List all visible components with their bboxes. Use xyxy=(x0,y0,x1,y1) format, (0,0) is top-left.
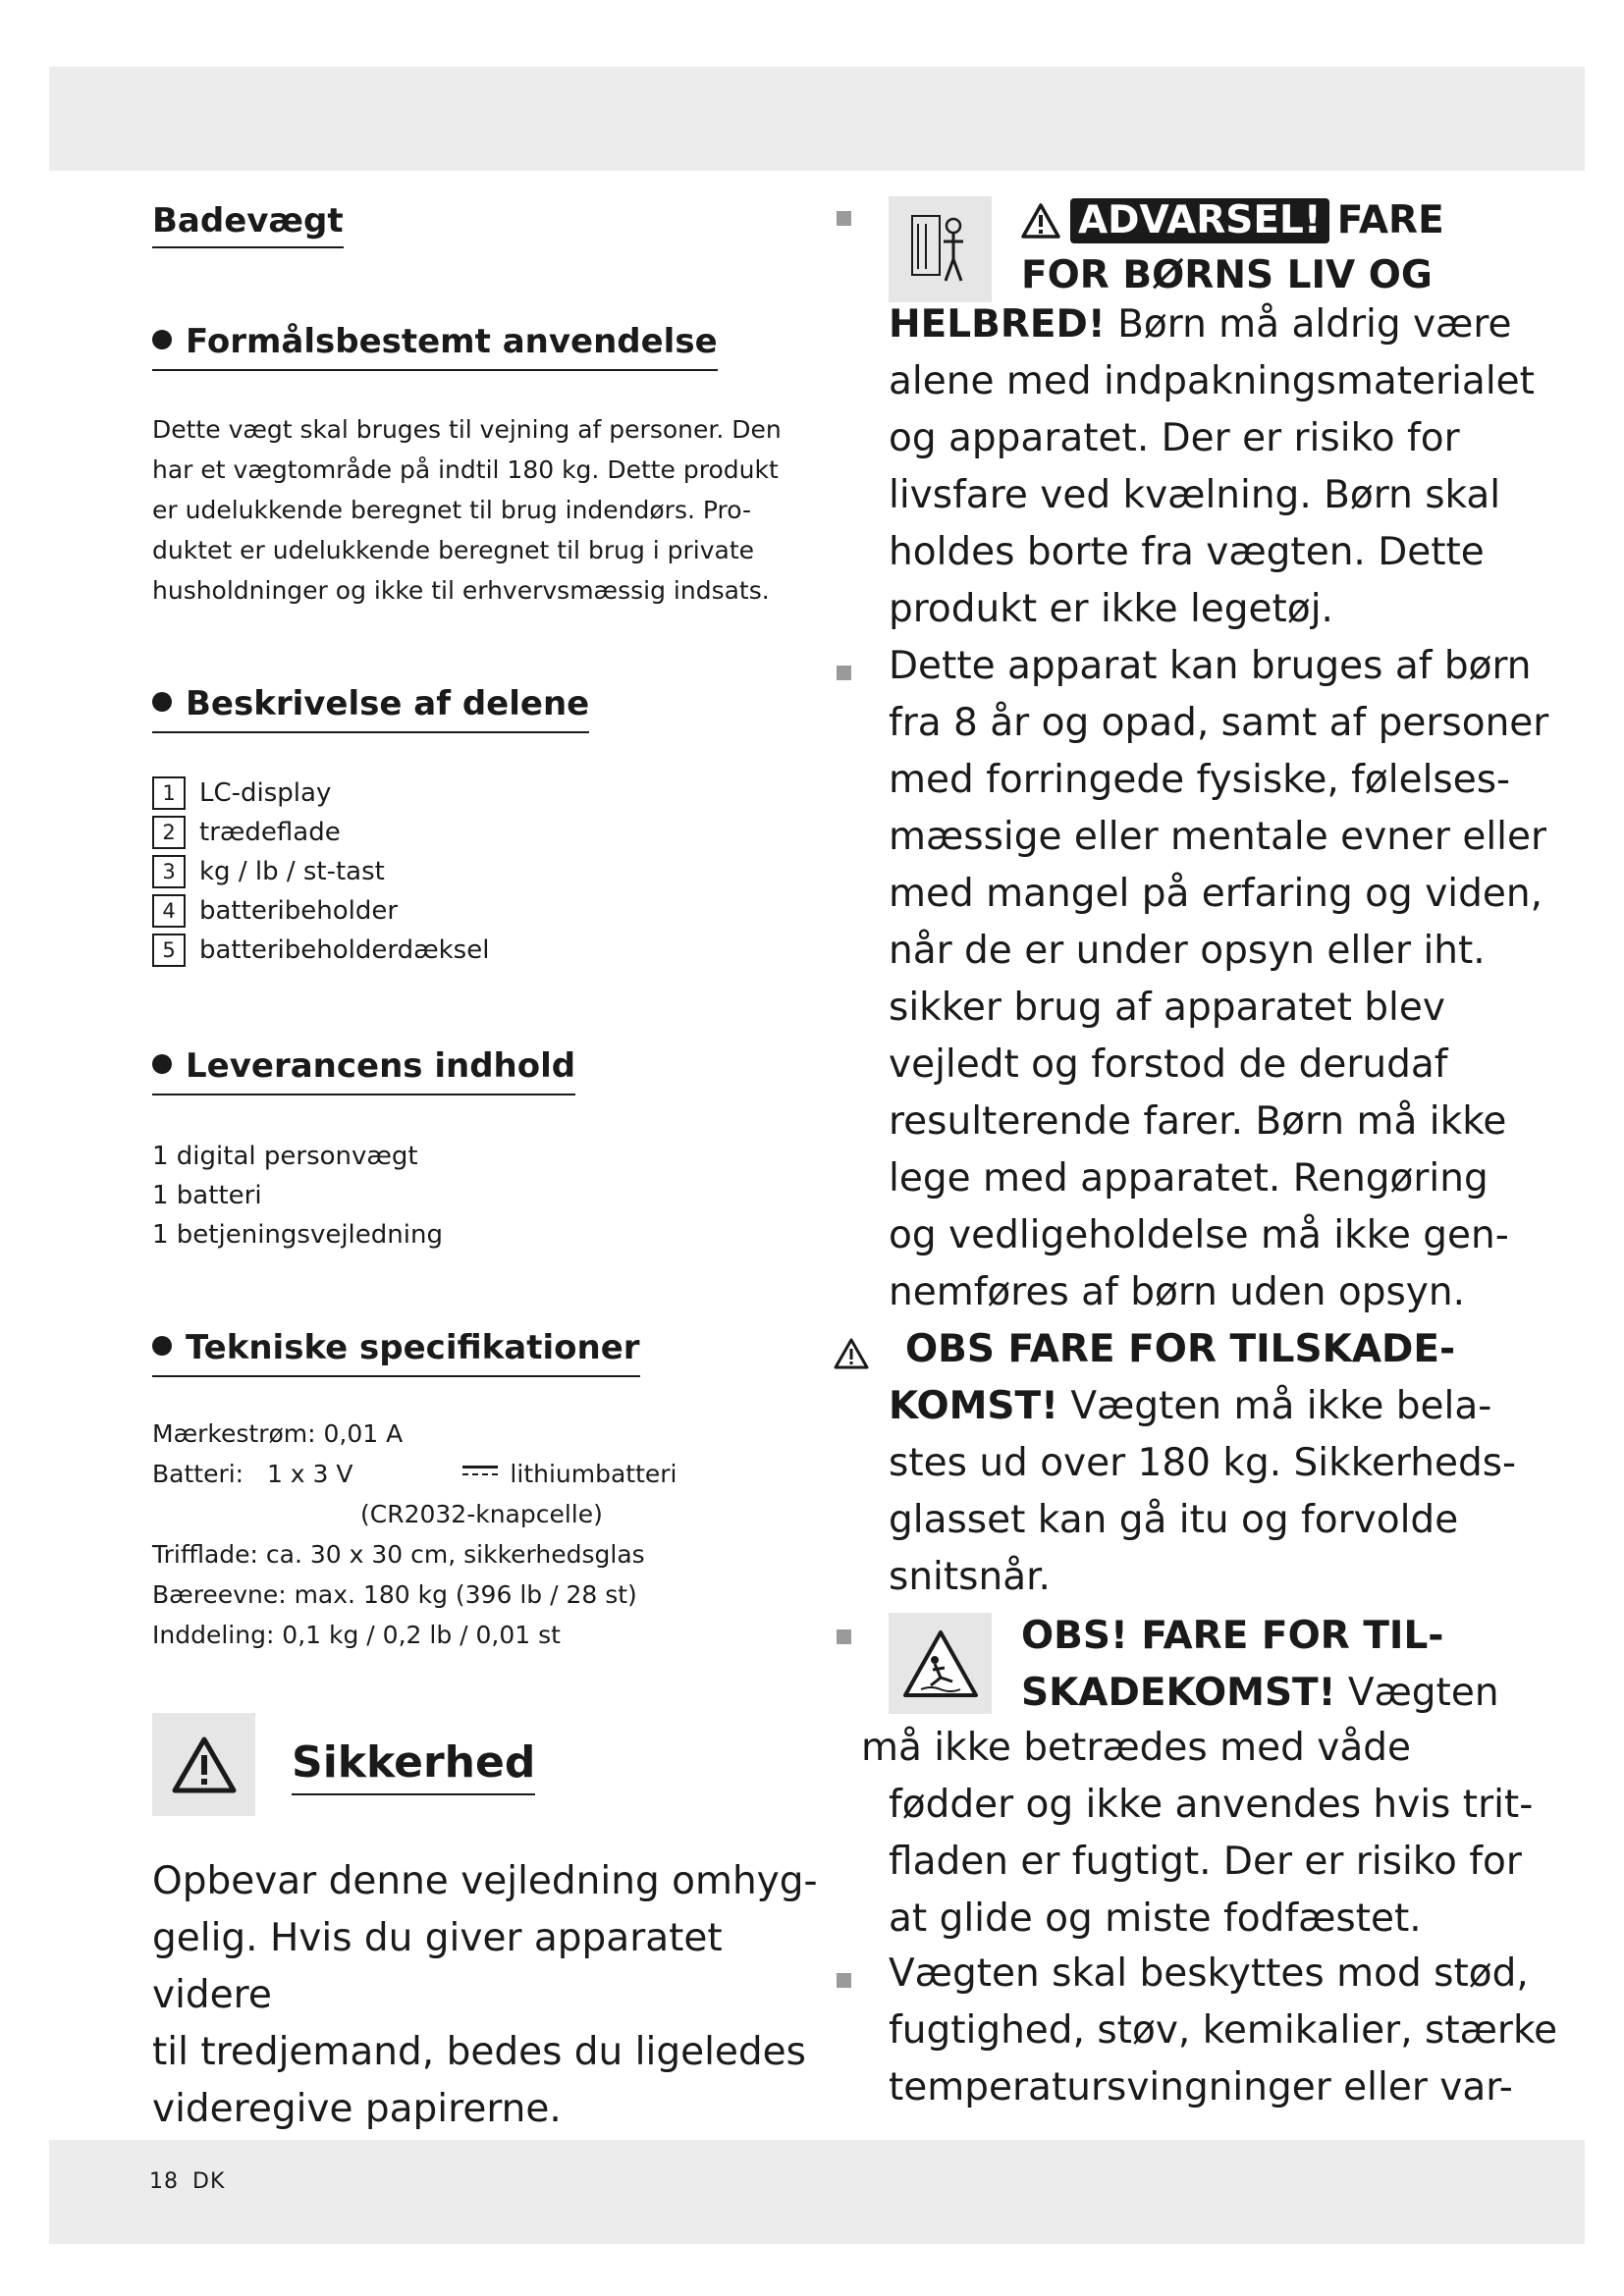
list-item xyxy=(152,891,489,931)
obs1-head2: KOMST! xyxy=(889,1384,1058,1428)
specs-list xyxy=(152,1414,677,1655)
text-line: til tredjemand, bedes du ligeledes xyxy=(152,2030,806,2074)
obs2-head1: OBS! FARE FOR TIL- xyxy=(1021,1614,1444,1658)
part-number: 3 xyxy=(152,855,186,888)
obs2-body xyxy=(889,1777,1533,1948)
bullet-dot xyxy=(152,330,172,349)
header-band xyxy=(49,67,1585,171)
spec-battery-type: lithiumbatteri xyxy=(510,1460,677,1488)
obs1-tail: Vægten må ikke bela- xyxy=(1057,1384,1492,1428)
obs2-head2: SKADEKOMST! xyxy=(1021,1671,1336,1715)
page-number: 18 xyxy=(149,2169,179,2194)
parts-list xyxy=(152,774,489,970)
part-number: 2 xyxy=(152,816,186,849)
bullet-dot xyxy=(152,692,172,712)
text-line: snitsnår. xyxy=(889,1555,1051,1599)
slip-warning-pictogram xyxy=(889,1613,992,1714)
text-line: og apparatet. Der er risiko for xyxy=(889,416,1460,460)
warning-triangle-icon xyxy=(171,1735,238,1794)
text-line: lege med apparatet. Rengøring xyxy=(889,1156,1489,1201)
text-line: mæssige eller mentale evner eller xyxy=(889,815,1547,859)
text-line: når de er under opsyn eller iht. xyxy=(889,929,1486,973)
document-title: Badevægt xyxy=(152,201,344,248)
list-item xyxy=(152,813,489,852)
bullet-square xyxy=(837,1973,851,1988)
list-item xyxy=(152,774,489,813)
text-line: er udelukkende beregnet til brug indendørs. Pro- xyxy=(152,496,752,524)
text-line: videregive papirerne. xyxy=(152,2087,562,2131)
children-paragraph xyxy=(889,638,1548,1321)
text-line: vejledt og forstod de derudaf xyxy=(889,1042,1448,1087)
text-line: at glide og miste fodfæstet. xyxy=(889,1896,1422,1941)
intended-use-paragraph xyxy=(152,409,805,611)
spec-battery-cell: (CR2032-knapcelle) xyxy=(360,1500,603,1528)
text-line: Dette apparat kan bruges af børn xyxy=(889,644,1532,688)
text-line xyxy=(889,296,1535,353)
warning1-head1 xyxy=(1021,192,1444,249)
warning1-head3: HELBRED! xyxy=(889,302,1106,347)
text-line: gelig. Hvis du giver apparatet videre xyxy=(152,1916,723,2017)
page-language: DK xyxy=(192,2169,226,2194)
text-line: alene med indpakningsmaterialet xyxy=(889,359,1535,403)
bullet-square xyxy=(837,1629,851,1644)
bullet-dot xyxy=(152,1054,172,1074)
bullet-square xyxy=(837,211,851,226)
heading-intended-use xyxy=(152,322,718,371)
part-label: batteribeholder xyxy=(199,896,399,926)
warning1-head2: FOR BØRNS LIV OG xyxy=(1021,253,1433,297)
protect-paragraph xyxy=(889,1946,1557,2116)
delivery-list xyxy=(152,1137,443,1255)
heading-delivery-text: Leverancens indhold xyxy=(186,1046,576,1086)
text-line: fugtighed, støv, kemikalier, stærke xyxy=(889,2008,1558,2053)
warning1-body xyxy=(889,296,1535,638)
text-line: har et vægtområde på indtil 180 kg. Dette produkt xyxy=(152,455,779,484)
spec-battery xyxy=(152,1454,677,1494)
footer-band xyxy=(49,2140,1585,2244)
list-item: 1 betjeningsvejledning xyxy=(152,1220,443,1250)
spec-rated-current: Mærkestrøm: 0,01 A xyxy=(152,1419,404,1448)
text-line: produkt er ikke legetøj. xyxy=(889,587,1333,631)
text-line xyxy=(889,1378,1516,1435)
heading-specs-text: Tekniske specifikationer xyxy=(186,1328,640,1367)
part-number: 4 xyxy=(152,894,186,928)
part-label: LC-display xyxy=(199,778,332,808)
bullet-dot xyxy=(152,1336,172,1356)
part-number: 5 xyxy=(152,934,186,967)
text-line: med mangel på erfaring og viden, xyxy=(889,872,1543,916)
text-line: fladen er fugtigt. Der er risiko for xyxy=(889,1840,1522,1884)
text-line: Opbevar denne vejledning omhyg- xyxy=(152,1859,818,1903)
text-line: fra 8 år og opad, samt af personer xyxy=(889,701,1549,745)
spec-battery-value: 1 x 3 V xyxy=(266,1460,353,1488)
page-footer xyxy=(149,2169,239,2194)
spec-battery-label: Batteri: xyxy=(152,1460,244,1488)
text-line: duktet er udelukkende beregnet til brug i private xyxy=(152,536,755,564)
bullet-square xyxy=(837,666,851,680)
text-line: sikker brug af apparatet blev xyxy=(889,986,1445,1030)
part-label: kg / lb / st-tast xyxy=(199,857,385,886)
spec-tread: Trifflade: ca. 30 x 30 cm, sikkerhedsglas xyxy=(152,1540,645,1569)
spec-division: Inddeling: 0,1 kg / 0,2 lb / 0,01 st xyxy=(152,1621,561,1649)
text-line: holdes borte fra vægten. Dette xyxy=(889,530,1485,574)
text-line: resulterende farer. Børn må ikke xyxy=(889,1099,1507,1144)
text-line: Vægten skal beskyttes mod stød, xyxy=(889,1951,1529,1996)
heading-parts-text: Beskrivelse af delene xyxy=(186,684,590,723)
text-line: temperatursvingninger eller var- xyxy=(889,2065,1513,2109)
dc-symbol-icon xyxy=(462,1466,498,1478)
list-item: 1 digital personvægt xyxy=(152,1142,418,1171)
part-number: 1 xyxy=(152,776,186,810)
text-line: fødder og ikke anvendes hvis trit- xyxy=(889,1783,1534,1827)
obs1-head1: OBS FARE FOR TILSKADE- xyxy=(905,1327,1456,1371)
list-item xyxy=(152,931,489,970)
heading-delivery xyxy=(152,1046,575,1095)
safety-title: Sikkerhed xyxy=(292,1737,535,1795)
safety-paragraph xyxy=(152,1853,820,2138)
warning1-fare: FARE xyxy=(1336,198,1444,242)
obs2-head-line xyxy=(1021,1665,1499,1722)
heading-specs xyxy=(152,1328,640,1377)
part-label: trædeflade xyxy=(199,818,341,847)
list-item xyxy=(152,852,489,891)
safety-warning-box xyxy=(152,1713,255,1816)
text-line: stes ud over 180 kg. Sikkerheds- xyxy=(889,1441,1517,1485)
spec-capacity: Bæreevne: max. 180 kg (396 lb / 28 st) xyxy=(152,1580,637,1609)
text-line: husholdninger og ikke til erhvervsmæssig indsats. xyxy=(152,576,770,605)
obs1-body xyxy=(889,1378,1516,1606)
heading-parts xyxy=(152,684,589,733)
list-item: 1 batteri xyxy=(152,1181,262,1210)
text-line: glasset kan gå itu og forvolde xyxy=(889,1498,1459,1542)
text-line: og vedligeholdelse må ikke gen- xyxy=(889,1213,1509,1257)
warning-triangle-icon xyxy=(833,1337,870,1370)
obs2-tail: Vægten xyxy=(1335,1671,1499,1715)
warning-triangle-icon xyxy=(1021,203,1060,239)
heading-intended-use-text: Formålsbestemt anvendelse xyxy=(186,322,718,361)
part-label: batteribeholderdæksel xyxy=(199,935,490,965)
advarsel-badge: ADVARSEL! xyxy=(1070,198,1329,243)
warning1-tail: Børn må aldrig være xyxy=(1105,302,1512,347)
child-packaging-icon xyxy=(906,210,975,289)
text-line: med forringede fysiske, følelses- xyxy=(889,758,1511,802)
slip-hazard-icon xyxy=(901,1629,980,1699)
text-line: Dette vægt skal bruges til vejning af personer. Den xyxy=(152,415,782,444)
obs2-indent-line: må ikke betrædes med våde xyxy=(861,1726,1411,1770)
child-warning-pictogram xyxy=(889,196,992,302)
text-line: livsfare ved kvælning. Børn skal xyxy=(889,473,1501,517)
text-line: nemføres af børn uden opsyn. xyxy=(889,1270,1465,1314)
